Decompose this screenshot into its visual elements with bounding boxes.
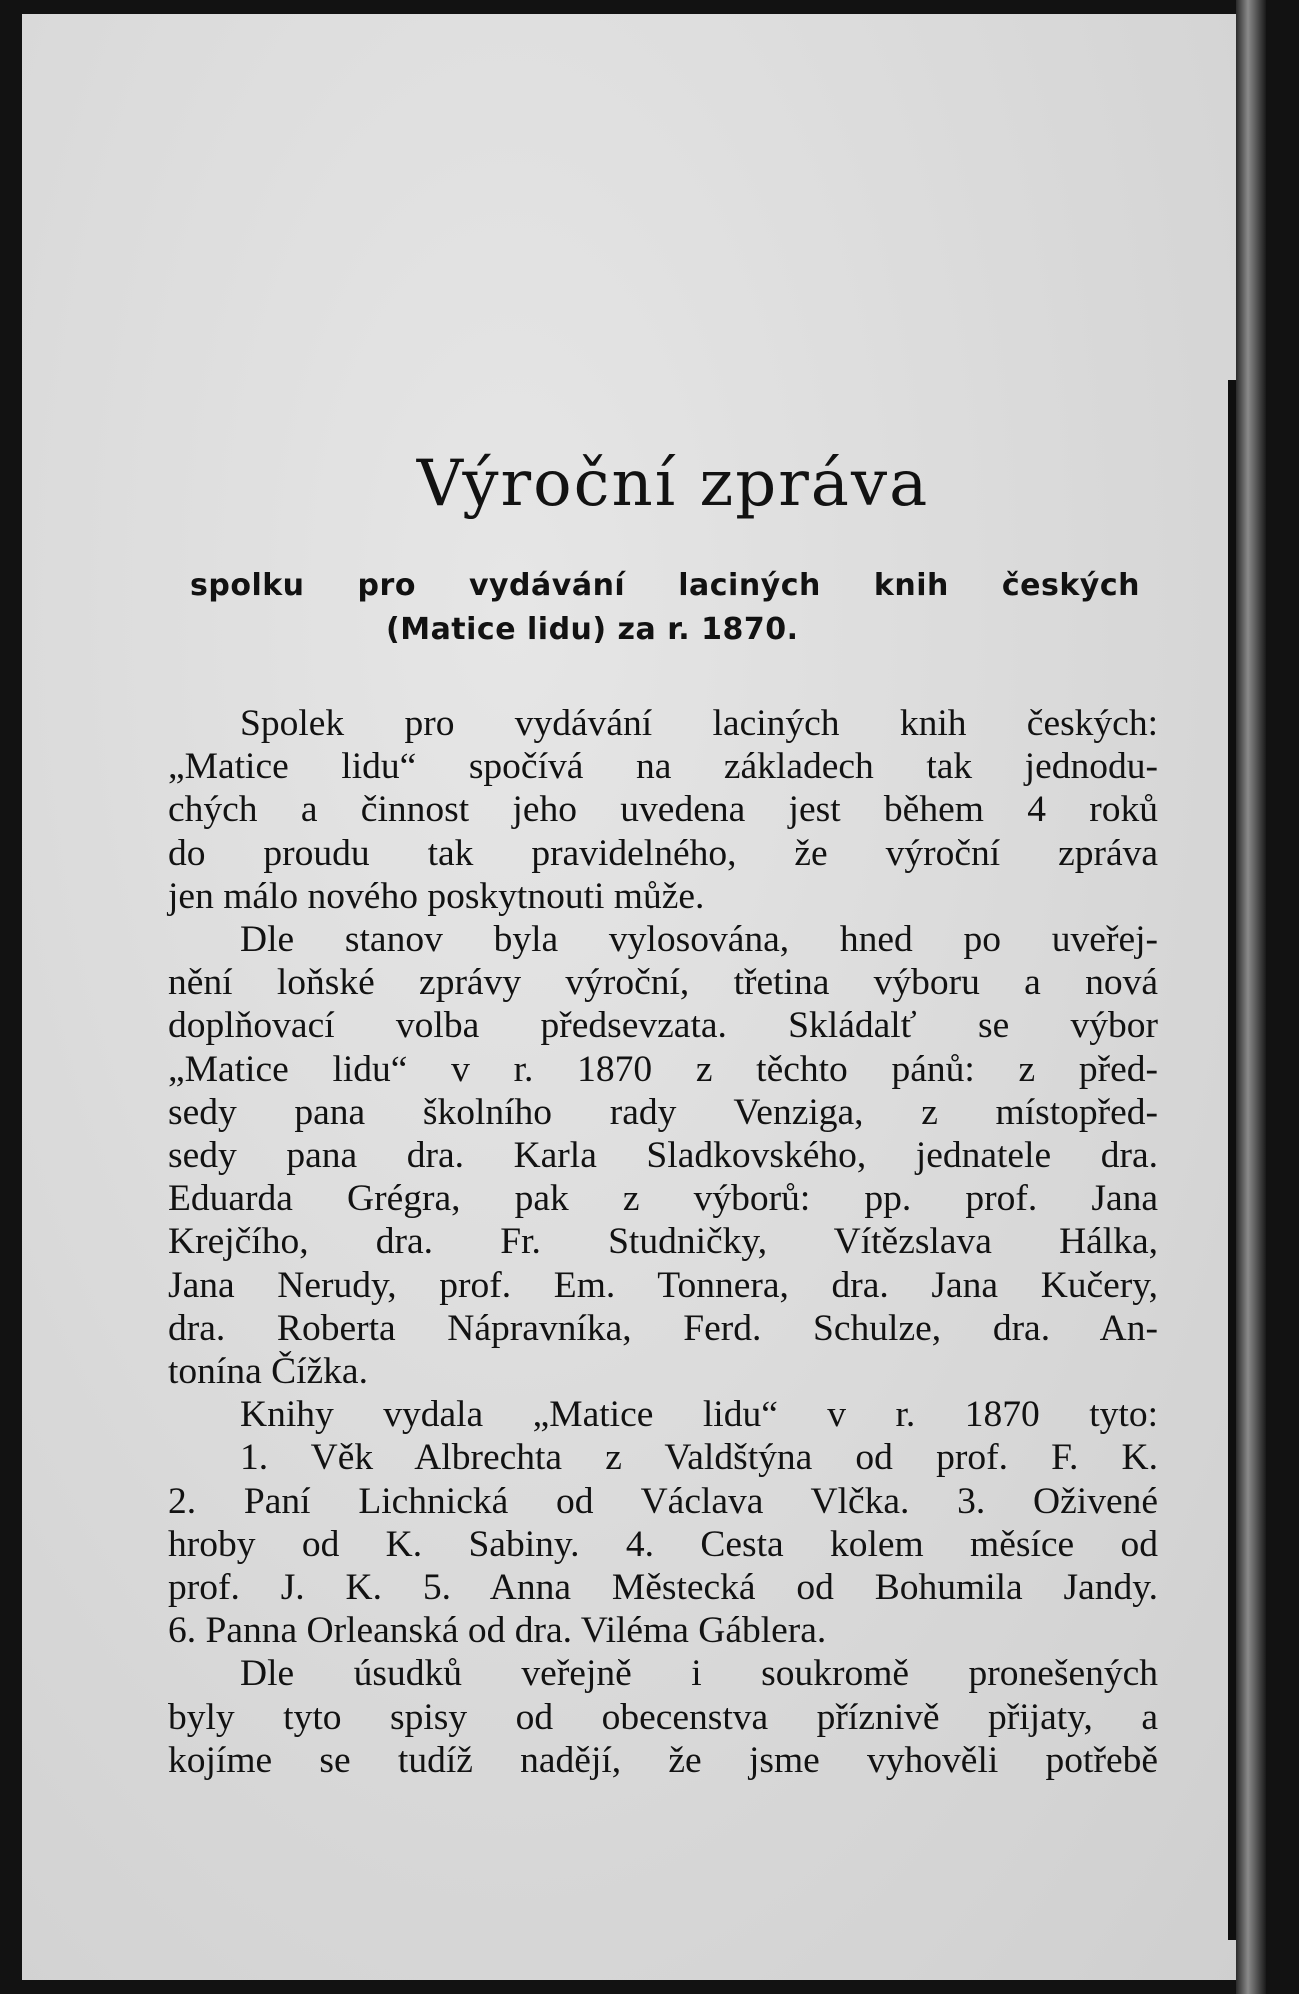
text-line: sedy pana dra. Karla Sladkovského, jednatele dra. <box>168 1135 1158 1177</box>
page-title: Výroční zpráva <box>416 447 930 521</box>
subtitle-line: (Matice lidu) za r. 1870. <box>386 612 799 647</box>
text-line: 6. Panna Orleanská od dra. Viléma Gáblera. <box>168 1610 827 1652</box>
text-line: byly tyto spisy od obecenstva příznivě přijaty, a <box>168 1696 1158 1738</box>
text-line: 2. Paní Lichnická od Václava Vlčka. 3. Oživené <box>168 1480 1158 1522</box>
text-line: prof. J. K. 5. Anna Městecká od Bohumila Jandy. <box>168 1567 1158 1609</box>
text-line: Krejčího, dra. Fr. Studničky, Vítězslava Hálka, <box>168 1221 1158 1263</box>
text-line: „Matice lidu“ v r. 1870 z těchto pánů: z před- <box>168 1048 1158 1090</box>
text-line: sedy pana školního rady Venziga, z místopřed- <box>168 1091 1158 1133</box>
text-line: „Matice lidu“ spočívá na základech tak jednodu- <box>168 746 1158 788</box>
report-body <box>168 702 1158 1782</box>
text-line: chých a činnost jeho uvedena jest během 4 roků <box>168 789 1158 831</box>
text-line: Dle stanov byla vylosována, hned po uveřej- <box>240 919 1158 961</box>
text-line: hroby od K. Sabiny. 4. Cesta kolem měsíce od <box>168 1523 1158 1565</box>
book-edge <box>1236 0 1266 1994</box>
text-line: jen málo nového poskytnouti může. <box>168 875 705 917</box>
text-line: nění loňské zprávy výroční, třetina výboru a nová <box>168 962 1158 1004</box>
text-line: 1. Věk Albrechta z Valdštýna od prof. F. K. <box>240 1437 1158 1479</box>
page-content <box>22 14 1244 1980</box>
text-line: Dle úsudků veřejně i soukromě pronešených <box>240 1653 1158 1695</box>
book-page <box>22 14 1244 1980</box>
text-line: kojíme se tudíž nadějí, že jsme vyhověli potřebě <box>168 1739 1158 1781</box>
text-line: Eduarda Grégra, pak z výborů: pp. prof. Jana <box>168 1178 1158 1220</box>
subtitle-line: spolku pro vydávání laciných knih českých <box>190 568 1140 603</box>
text-line: Spolek pro vydávání laciných knih českých: <box>240 703 1158 744</box>
text-line: Knihy vydala „Matice lidu“ v r. 1870 tyto: <box>240 1394 1158 1436</box>
text-line: do proudu tak pravidelného, že výroční zpráva <box>168 832 1158 874</box>
text-line: doplňovací volba předsevzata. Skládalť se výbor <box>168 1005 1158 1047</box>
text-line: Jana Nerudy, prof. Em. Tonnera, dra. Jana Kučery, <box>168 1264 1158 1306</box>
text-line: tonína Čížka. <box>168 1351 368 1393</box>
page-subtitle <box>190 564 1140 652</box>
text-line: dra. Roberta Nápravníka, Ferd. Schulze, dra. An- <box>168 1307 1158 1349</box>
